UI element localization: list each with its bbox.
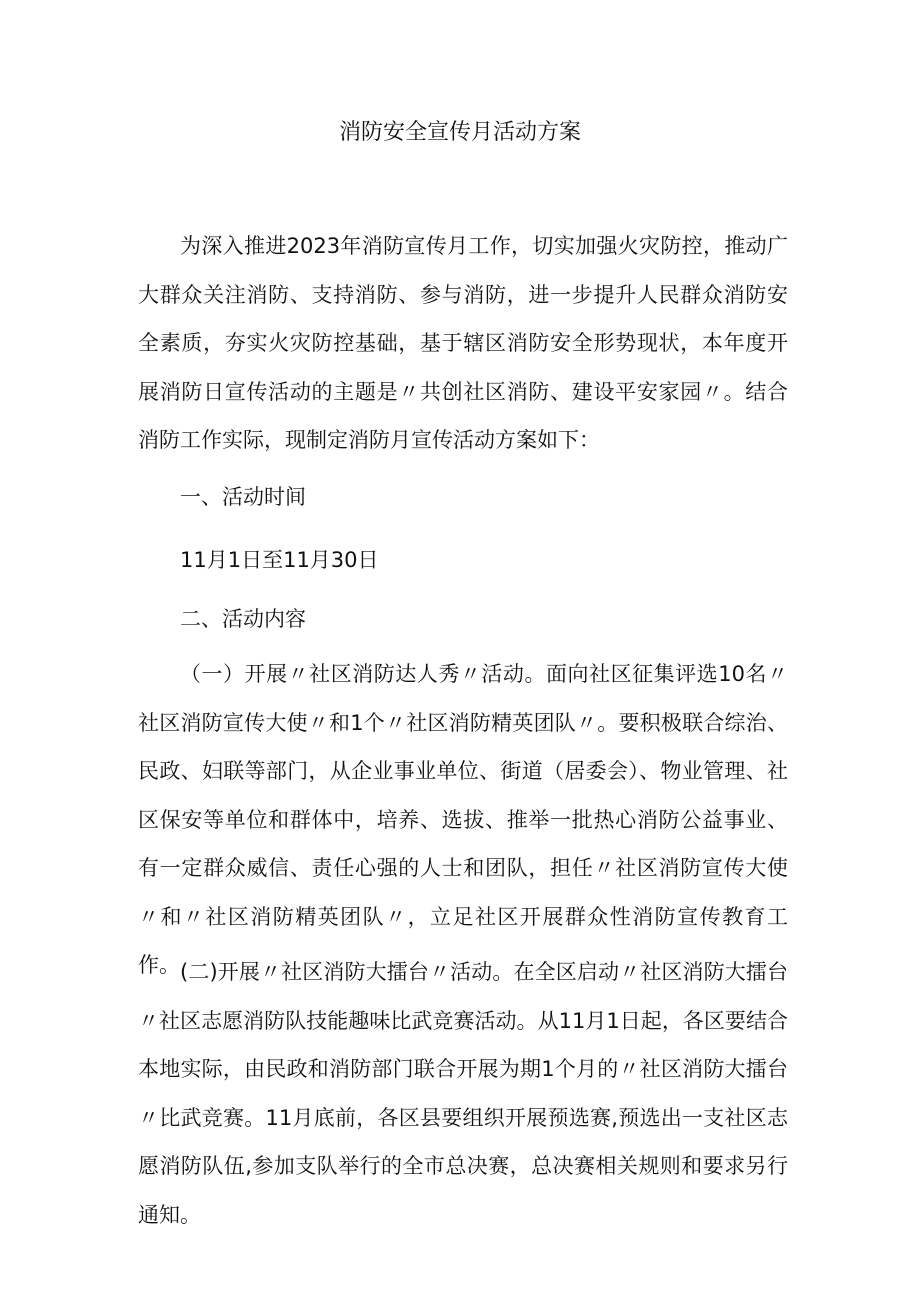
document-title: 消防安全宣传月活动方案 [338,120,581,145]
section-heading-activity-content: 二、活动内容 [180,607,306,631]
content-item-1-paragraph: （一）开展〃社区消防达人秀〃活动。面向社区征集评选10名〃社区消防宣传大使〃和1个〃社区消防精英团队〃。要积极联合综治、民政、妇联等部门，从企业事业单位、街道（居委会）、物业管理、社区保安等单位和群体中，培养、选拔、推举一批热心消防公益事业、有一定群众威信、责任心强的人士和团队，担任〃社区消防宣传大使〃和〃社区消防精英团队〃，立足社区开展群众性消防宣传教育工作。 [138,662,788,977]
intro-paragraph: 为深入推进2023年消防宣传月工作，切实加强火灾防控，推动广大群众关注消防、支持消防、参与消防，进一步提升人民群众消防安全素质，夯实火灾防控基础，基于辖区消防安全形势现状，本年度开展消防日宣传活动的主题是〃共创社区消防、建设平安家园〃。结合消防工作实际，现制定消防月宣传活动方案如下： [138,234,788,452]
content-item-2-paragraph: (二)开展〃社区消防大擂台〃活动。在全区启动〃社区消防大擂台〃社区志愿消防队技能趣味比武竞赛活动。从11月1日起，各区要结合本地实际，由民政和消防部门联合开展为期1个月的〃社区消防大擂台〃比武竞赛。11月底前，各区县要组织开展预选赛,预选出一支社区志愿消防队伍,参加支队举行的全市总决赛，总决赛相关规则和要求另行通知。 [138,960,788,1227]
section-heading-activity-time: 一、活动时间 [180,485,306,509]
activity-time-text: 11月1日至11月30日 [180,548,379,572]
